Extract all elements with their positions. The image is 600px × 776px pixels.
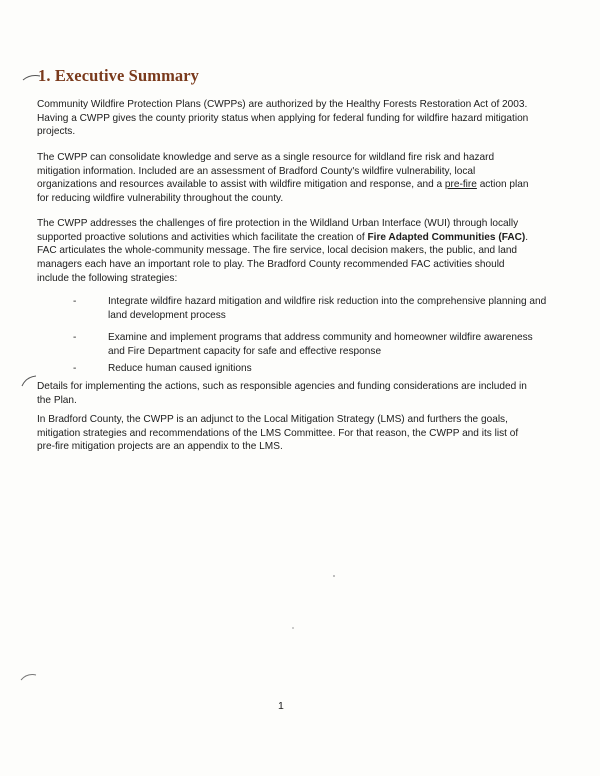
paragraph-fac: [37, 217, 537, 286]
paragraph-cwpp-authorization: Community Wildfire Protection Plans (CWPPs) are authorized by the Healthy Forests Restoration Act of 2003. Having a CWPP gives the county priority status when applying for federal funding for wildfire hazard mitigation projects.: [37, 99, 529, 138]
paragraph-cwpp-resource: [37, 151, 537, 206]
paragraph-text: . FAC articulates the whole-community message. The fire service, local decision makers, the public, and land managers each have an important role to play. The Bradford County recommended FAC activities should include the following strategies:: [37, 231, 529, 284]
list-item-text: Examine and implement programs that address community and homeowner wildfire awareness and Fire Department capacity for safe and effective response: [108, 332, 533, 357]
paragraph-text: The CWPP can consolidate knowledge and serve as a single resource for wildland fire risk and hazard mitigation information. Included are an assessment of Bradford County's wildfire vulnerability, local organizations and resources available to assist with wildfire mitigation and response, and a: [37, 152, 495, 191]
paragraph-text: The CWPP addresses the challenges of fire protection in the Wildland Urban Interface (WUI) through locally supported proactive solutions and activities which facilitate the creation of: [37, 218, 519, 243]
page-number: 1: [278, 700, 284, 712]
list-item-text: Integrate wildfire hazard mitigation and wildfire risk reduction into the comprehensive planning and land development process: [108, 296, 547, 321]
scan-artifact-mark-bottom: [20, 671, 38, 683]
section-title: Executive Summary: [54, 66, 200, 85]
list-bullet: -: [73, 296, 77, 307]
paragraph-implementation-details: Details for implementing the actions, such as responsible agencies and funding considerations are included in the Plan.: [37, 381, 527, 406]
bold-term: Fire Adapted Communities (FAC): [367, 231, 526, 243]
scan-artifact-mark-middle: [20, 374, 38, 390]
list-bullet: -: [73, 363, 77, 374]
scan-speck: [333, 575, 335, 577]
paragraph-text: action plan for reducing wildfire vulnerability throughout the county.: [37, 179, 529, 205]
underlined-term: pre-fire: [444, 179, 477, 191]
paragraph-lms-adjunct: In Bradford County, the CWPP is an adjunct to the Local Mitigation Strategy (LMS) and furthers the goals, mitigation strategies and recommendations of the LMS Committee. For that reason, the CWPP and its list of pre-fire mitigation projects are an appendix to the LMS.: [37, 414, 519, 453]
section-number: 1.: [38, 66, 51, 85]
scan-speck: [292, 627, 294, 629]
list-bullet: -: [73, 332, 77, 343]
section-heading: [38, 66, 199, 86]
list-item-text: Reduce human caused ignitions: [108, 363, 252, 374]
